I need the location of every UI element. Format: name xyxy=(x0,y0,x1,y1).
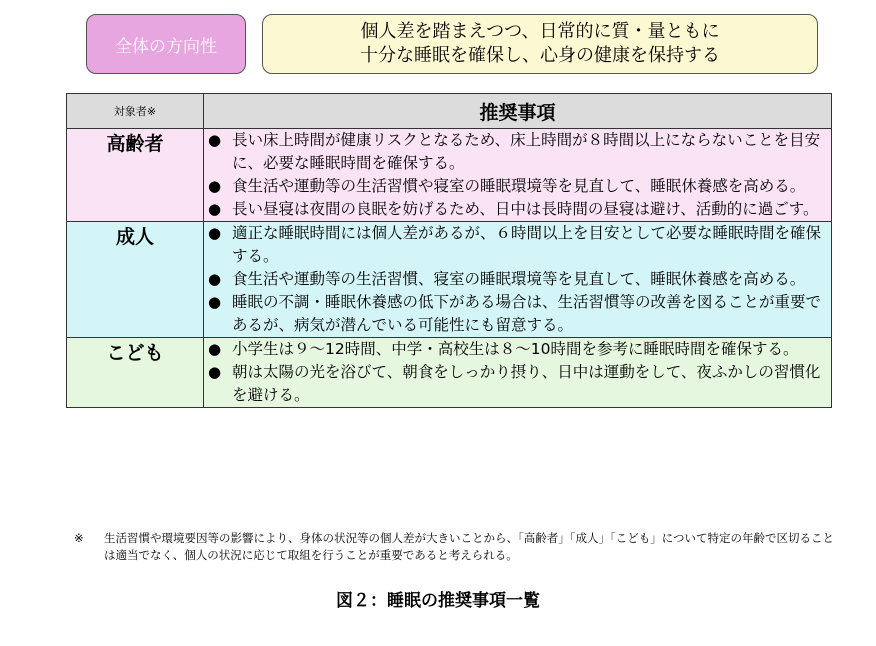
list-item: ● 適正な睡眠時間には個人差があるが、６時間以上を目安として必要な睡眠時間を確保する。 xyxy=(208,224,822,265)
list-item: ● 長い床上時間が健康リスクとなるため、床上時間が８時間以上にならないことを目安に、必要な睡眠時間を確保する。 xyxy=(208,131,821,172)
bullet-icon: ● xyxy=(208,363,222,381)
list-item: ● 食生活や運動等の生活習慣、寝室の睡眠環境等を見直して、睡眠休養感を高める。 xyxy=(204,268,831,291)
bullet-icon: ● xyxy=(208,224,222,242)
category-adult: 成人 xyxy=(67,222,204,338)
overall-direction-box xyxy=(262,14,818,74)
bullet-icon: ● xyxy=(208,270,222,288)
bullet-icon: ● xyxy=(208,340,222,358)
bullet-icon: ● xyxy=(208,293,222,311)
footnote-text: 生活習慣や環境要因等の影響により、身体の状況等の個人差が大きいことから、「高齢者」「成人」「こども」について特定の年齢で区切ることは適当でなく、個人の状況に応じて取組を行うことが重要であると考えられる。 xyxy=(104,531,835,562)
recommendations-elderly xyxy=(204,129,832,222)
footnote xyxy=(74,530,844,564)
list-item: ● 食生活や運動等の生活習慣や寝室の睡眠環境等を見直して、睡眠休養感を高める。 xyxy=(204,175,831,198)
table-row-elderly xyxy=(67,129,832,222)
direction-line-2: 十分な睡眠を確保し、心身の健康を保持する xyxy=(360,45,720,66)
recommendations-children xyxy=(204,338,832,408)
header-target: 対象者※ xyxy=(67,94,204,129)
category-elderly: 高齢者 xyxy=(67,129,204,222)
list-item: ● 朝は太陽の光を浴びて、朝食をしっかり摂り、日中は運動をして、夜ふかしの習慣化を避ける。 xyxy=(208,363,821,404)
footnote-mark: ※ xyxy=(74,531,84,545)
list-item: ● 小学生は９～12時間、中学・高校生は８～10時間を参考に睡眠時間を確保する。 xyxy=(204,338,831,361)
list-item: ● 睡眠の不調・睡眠休養感の低下がある場合は、生活習慣等の改善を図ることが重要であるが、病気が潜んでいる可能性にも留意する。 xyxy=(208,293,822,334)
bullet-icon: ● xyxy=(208,200,222,218)
list-item: ● 長い昼寝は夜間の良眠を妨げるため、日中は長時間の昼寝は避け、活動的に過ごす。 xyxy=(204,198,831,221)
bullet-icon: ● xyxy=(208,131,222,149)
bullet-icon: ● xyxy=(208,177,222,195)
overall-direction-badge: 全体の方向性 xyxy=(86,14,246,74)
table-header-row xyxy=(67,94,832,129)
category-children: こども xyxy=(67,338,204,408)
header-recommendation: 推奨事項 xyxy=(204,94,832,129)
recommendations-adult xyxy=(204,222,832,338)
direction-line-1: 個人差を踏まえつつ、日常的に質・量ともに xyxy=(360,21,720,42)
figure-caption: 図２：睡眠の推奨事項一覧 xyxy=(336,591,540,611)
recommendation-table xyxy=(66,93,832,408)
table-row-adult xyxy=(67,222,832,338)
table-row-children xyxy=(67,338,832,408)
